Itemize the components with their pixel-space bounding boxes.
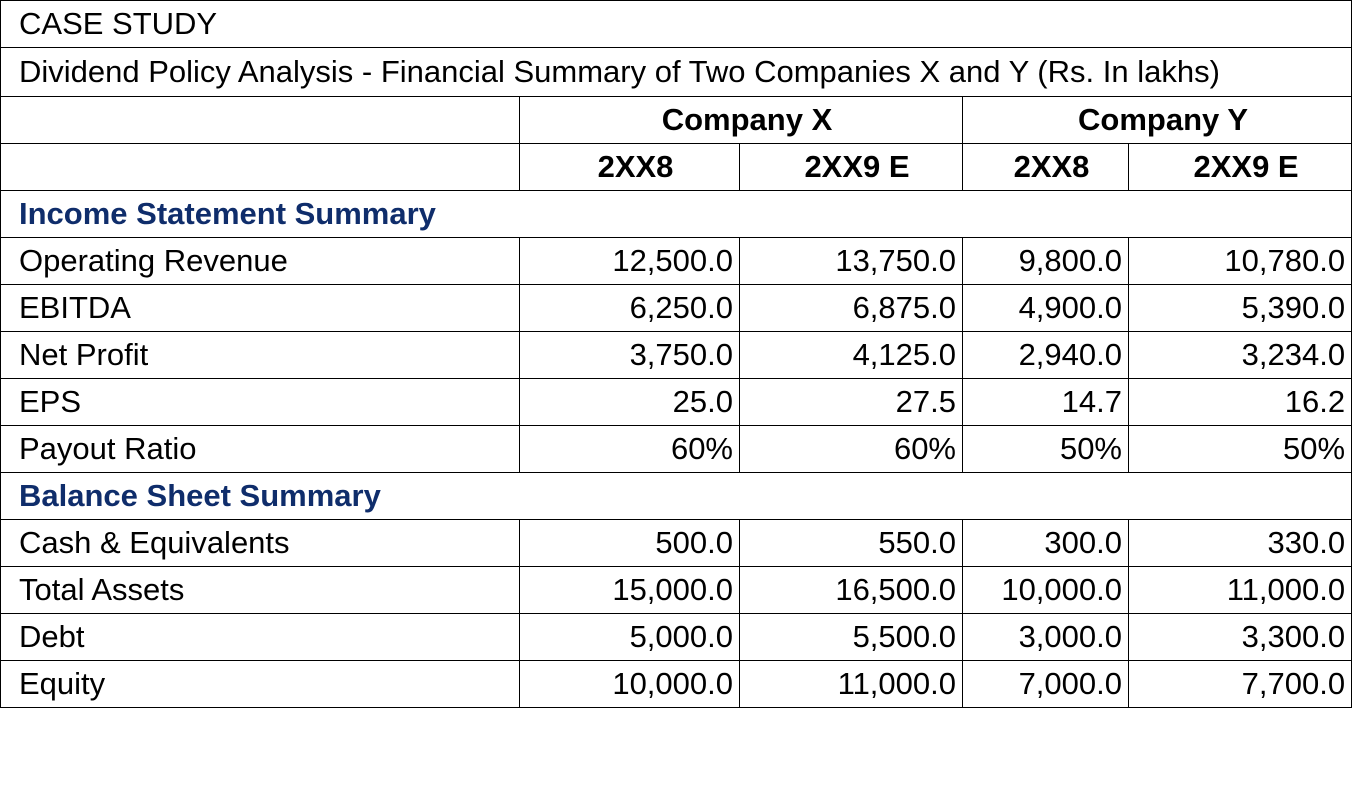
value-cell: 5,500.0 <box>740 614 963 661</box>
value-cell: 3,300.0 <box>1129 614 1352 661</box>
table-row <box>1 567 1352 614</box>
year-header-x-2xx8: 2XX8 <box>520 144 740 191</box>
value-cell: 15,000.0 <box>520 567 740 614</box>
company-y-header: Company Y <box>963 97 1352 144</box>
value-cell: 3,750.0 <box>520 332 740 379</box>
value-cell: 3,234.0 <box>1129 332 1352 379</box>
value-cell: 50% <box>963 426 1129 473</box>
value-cell: 16.2 <box>1129 379 1352 426</box>
table-row <box>1 520 1352 567</box>
row-label: Debt <box>1 614 520 661</box>
section-title-balance-sheet-summary: Balance Sheet Summary <box>1 473 1352 520</box>
year-header-row <box>1 144 1352 191</box>
section-header-row <box>1 191 1352 238</box>
value-cell: 60% <box>520 426 740 473</box>
value-cell: 5,390.0 <box>1129 285 1352 332</box>
value-cell: 16,500.0 <box>740 567 963 614</box>
table-row <box>1 285 1352 332</box>
table-row <box>1 238 1352 285</box>
value-cell: 6,250.0 <box>520 285 740 332</box>
header-blank-cell <box>1 144 520 191</box>
value-cell: 10,780.0 <box>1129 238 1352 285</box>
value-cell: 11,000.0 <box>740 661 963 708</box>
table-row <box>1 332 1352 379</box>
row-label: Payout Ratio <box>1 426 520 473</box>
value-cell: 9,800.0 <box>963 238 1129 285</box>
value-cell: 6,875.0 <box>740 285 963 332</box>
row-label: EBITDA <box>1 285 520 332</box>
value-cell: 7,000.0 <box>963 661 1129 708</box>
value-cell: 14.7 <box>963 379 1129 426</box>
sections-body <box>1 191 1352 708</box>
table-subtitle: Dividend Policy Analysis - Financial Summary of Two Companies X and Y (Rs. In lakhs) <box>1 48 1352 97</box>
value-cell: 2,940.0 <box>963 332 1129 379</box>
subtitle-row <box>1 48 1352 97</box>
value-cell: 25.0 <box>520 379 740 426</box>
value-cell: 60% <box>740 426 963 473</box>
row-label: Equity <box>1 661 520 708</box>
value-cell: 550.0 <box>740 520 963 567</box>
title-row <box>1 1 1352 48</box>
case-study-title: CASE STUDY <box>1 1 1352 48</box>
value-cell: 27.5 <box>740 379 963 426</box>
year-header-y-2xx8: 2XX8 <box>963 144 1129 191</box>
company-x-header: Company X <box>520 97 963 144</box>
table-row <box>1 614 1352 661</box>
section-title-income-statement-summary: Income Statement Summary <box>1 191 1352 238</box>
value-cell: 330.0 <box>1129 520 1352 567</box>
value-cell: 3,000.0 <box>963 614 1129 661</box>
table-row <box>1 661 1352 708</box>
value-cell: 12,500.0 <box>520 238 740 285</box>
row-label: Total Assets <box>1 567 520 614</box>
table-row <box>1 426 1352 473</box>
value-cell: 300.0 <box>963 520 1129 567</box>
header-blank-cell <box>1 97 520 144</box>
year-header-y-2xx9e: 2XX9 E <box>1129 144 1352 191</box>
value-cell: 10,000.0 <box>520 661 740 708</box>
row-label: Cash & Equivalents <box>1 520 520 567</box>
value-cell: 7,700.0 <box>1129 661 1352 708</box>
row-label: Operating Revenue <box>1 238 520 285</box>
value-cell: 13,750.0 <box>740 238 963 285</box>
value-cell: 10,000.0 <box>963 567 1129 614</box>
value-cell: 4,125.0 <box>740 332 963 379</box>
table-row <box>1 379 1352 426</box>
row-label: EPS <box>1 379 520 426</box>
value-cell: 500.0 <box>520 520 740 567</box>
value-cell: 4,900.0 <box>963 285 1129 332</box>
value-cell: 5,000.0 <box>520 614 740 661</box>
value-cell: 50% <box>1129 426 1352 473</box>
value-cell: 11,000.0 <box>1129 567 1352 614</box>
company-header-row <box>1 97 1352 144</box>
section-header-row <box>1 473 1352 520</box>
year-header-x-2xx9e: 2XX9 E <box>740 144 963 191</box>
row-label: Net Profit <box>1 332 520 379</box>
